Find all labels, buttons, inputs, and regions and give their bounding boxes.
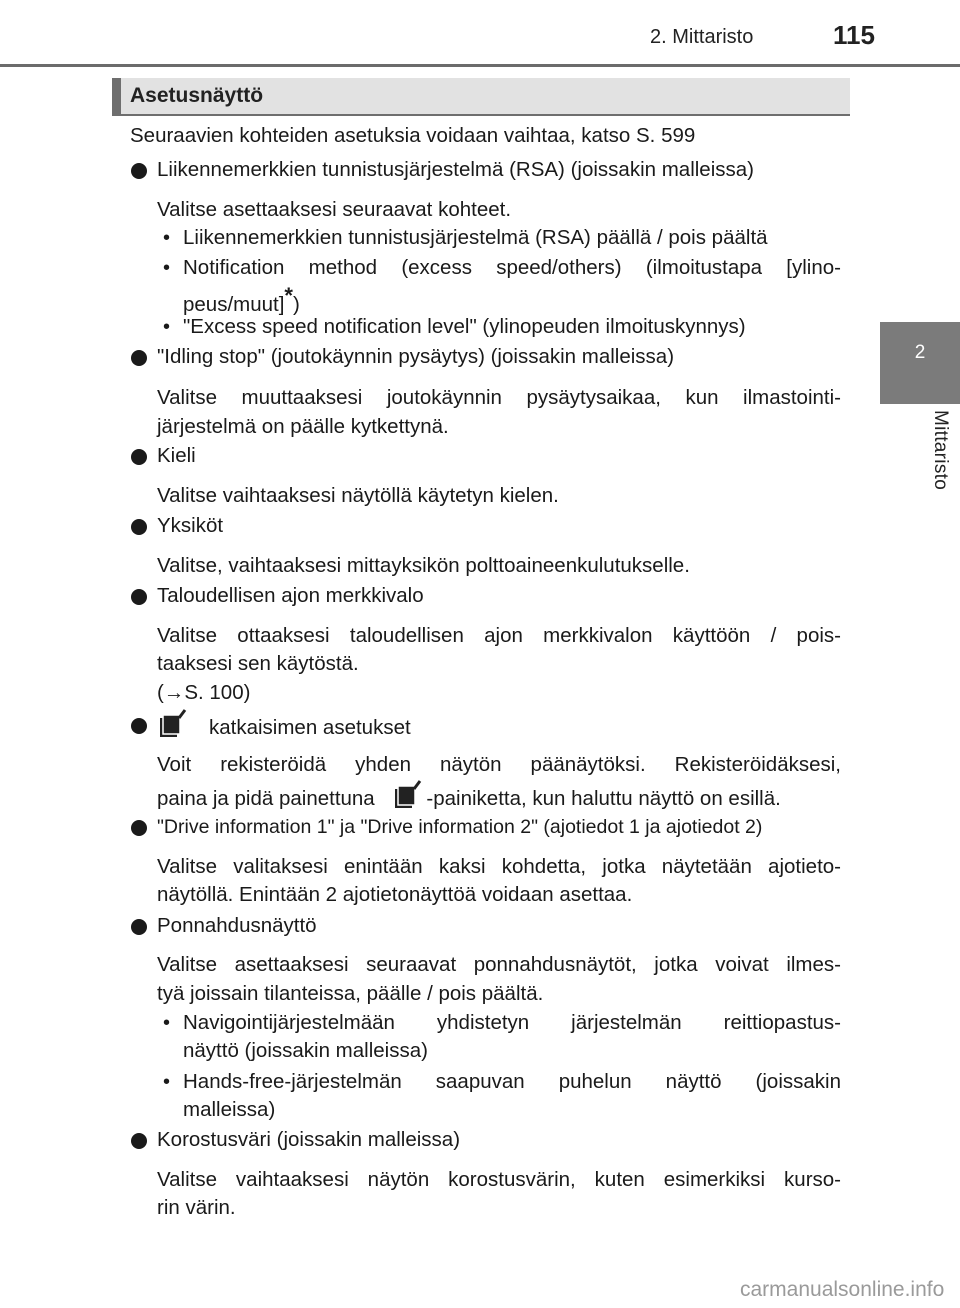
bullet-marker xyxy=(131,589,147,605)
item-desc-drive-1: Valitse valitaksesi enintään kaksi kohdetta, jotka näytetään ajotieto- xyxy=(157,855,841,878)
page-reference: (→S. 100) xyxy=(157,681,251,704)
item-desc-switch-2 xyxy=(157,779,781,813)
bullet-marker xyxy=(131,718,147,734)
rsa-sub-1: Liikennemerkkien tunnistusjärjestelmä (RSA) päällä / pois päältä xyxy=(183,226,768,249)
item-title-accent: Korostusväri (joissakin malleissa) xyxy=(157,1128,461,1151)
sub-bullet: • xyxy=(163,1071,171,1093)
item-desc-popup-1: Valitse asettaaksesi seuraavat ponnahdusnäytöt, jotka voivat ilmes- xyxy=(157,953,841,976)
display-switch-icon xyxy=(157,708,187,740)
rsa-sub-3: "Excess speed notification level" (ylinopeuden ilmoituskynnys) xyxy=(183,315,746,338)
item-title-yksikot: Yksiköt xyxy=(157,514,224,537)
popup-sub-1-line2: näyttö (joissakin malleissa) xyxy=(183,1039,428,1062)
sub-bullet: • xyxy=(163,257,171,279)
watermark-text: carmanualsonline.info xyxy=(740,1278,945,1301)
item-desc-popup-2: tyä joissain tilanteissa, päälle / pois päältä. xyxy=(157,982,544,1005)
chapter-tab-number: 2 xyxy=(914,342,926,363)
sub-bullet: • xyxy=(163,1012,171,1034)
item-title-popup: Ponnahdusnäyttö xyxy=(157,914,317,937)
bullet-marker xyxy=(131,1133,147,1149)
bullet-marker xyxy=(131,350,147,366)
rsa-sub-2-text: peus/muut] xyxy=(183,292,285,316)
item-title-kieli: Kieli xyxy=(157,444,196,467)
header-rule xyxy=(0,64,960,67)
item-title-idling: "Idling stop" (joutokäynnin pysäytys) (joissakin malleissa) xyxy=(157,345,675,368)
display-switch-icon xyxy=(392,779,422,811)
item-title-eco: Taloudellisen ajon merkkivalo xyxy=(157,584,424,607)
item-title-switch xyxy=(157,708,411,742)
switch-desc-2b: -painiketta, kun haluttu näyttö on esillä. xyxy=(426,787,781,810)
section-heading-rule xyxy=(112,114,850,116)
item-desc-drive-2: näytöllä. Enintään 2 ajotietonäyttöä voidaan asettaa. xyxy=(157,883,633,906)
item-desc-idling-2: järjestelmä on päälle kytkettynä. xyxy=(157,415,449,438)
item-desc-yksikot: Valitse, vaihtaaksesi mittayksikön polttoaineenkulutukselle. xyxy=(157,554,690,577)
bullet-marker xyxy=(131,519,147,535)
item-desc-accent-2: rin värin. xyxy=(157,1196,236,1219)
bullet-marker xyxy=(131,163,147,179)
sub-bullet: • xyxy=(163,316,171,338)
bullet-marker xyxy=(131,919,147,935)
popup-sub-2-line2: malleissa) xyxy=(183,1098,276,1121)
section-heading-bar xyxy=(112,78,121,114)
switch-title-text: katkaisimen asetukset xyxy=(209,716,411,739)
item-desc-switch-1: Voit rekisteröidä yhden näytön päänäytöksi. Rekisteröidäksesi, xyxy=(157,753,841,776)
bullet-marker xyxy=(131,820,147,836)
item-desc-eco-1: Valitse ottaaksesi taloudellisen ajon merkkivalon käyttöön / pois- xyxy=(157,624,841,647)
item-desc-rsa: Valitse asettaaksesi seuraavat kohteet. xyxy=(157,198,512,221)
item-desc-eco-2: taaksesi sen käytöstä. xyxy=(157,652,359,675)
item-title-drive-info: "Drive information 1" ja "Drive information 2" (ajotiedot 1 ja ajotiedot 2) xyxy=(157,816,763,838)
page-number: 115 xyxy=(833,20,875,50)
running-header-section: 2. Mittaristo xyxy=(650,26,754,48)
popup-sub-1-line1: Navigointijärjestelmään yhdistetyn järjestelmän reittiopastus- xyxy=(183,1011,841,1034)
chapter-tab-label: Mittaristo xyxy=(930,410,951,491)
bullet-marker xyxy=(131,449,147,465)
section-title: Asetusnäyttö xyxy=(130,84,264,107)
item-desc-kieli: Valitse vaihtaaksesi näytöllä käytetyn kielen. xyxy=(157,484,559,507)
rsa-sub-2-line1: Notification method (excess speed/others) (ilmoitustapa [ylino- xyxy=(183,256,841,279)
rsa-sub-2-close: ) xyxy=(292,292,300,316)
switch-desc-2a: paina ja pidä painettuna xyxy=(157,787,375,810)
chapter-tab xyxy=(880,322,960,404)
intro-text: Seuraavien kohteiden asetuksia voidaan vaihtaa, katso S. 599 xyxy=(130,124,696,147)
item-desc-idling-1: Valitse muuttaaksesi joutokäynnin pysäytysaikaa, kun ilmastointi- xyxy=(157,386,841,409)
item-title-rsa: Liikennemerkkien tunnistusjärjestelmä (RSA) (joissakin malleissa) xyxy=(157,158,754,181)
item-desc-accent-1: Valitse vaihtaaksesi näytön korostusvärin, kuten esimerkiksi kurso- xyxy=(157,1168,841,1191)
popup-sub-2-line1: Hands-free-järjestelmän saapuvan puhelun näyttö (joissakin xyxy=(183,1070,841,1093)
sub-bullet: • xyxy=(163,227,171,249)
footnote-star: * xyxy=(284,283,293,308)
